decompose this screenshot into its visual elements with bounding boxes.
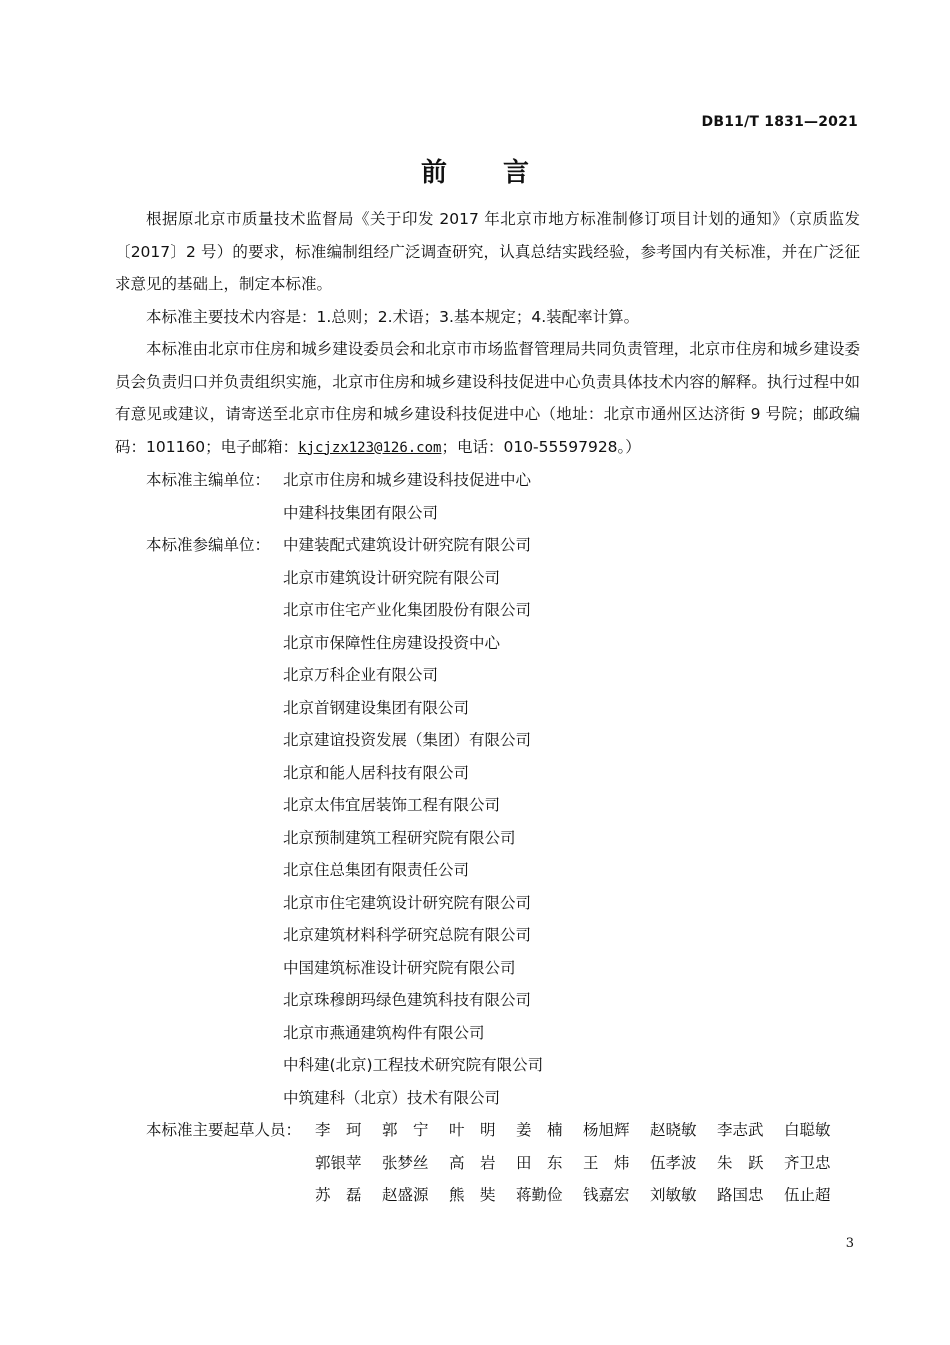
drafter-name: 王 炜	[583, 1153, 630, 1172]
drafter-name: 高 岩	[449, 1153, 496, 1172]
drafter-name: 李志武	[717, 1121, 764, 1139]
drafter-name: 朱 跃	[717, 1153, 764, 1172]
drafter-name: 刘敏敏	[650, 1186, 697, 1204]
drafter-name: 张梦丝	[382, 1153, 429, 1172]
chief-units-label: 本标准主编单位：	[146, 471, 271, 489]
drafters	[146, 1114, 860, 1212]
page-title	[0, 152, 950, 189]
participating-unit: 北京太伟宜居装饰工程有限公司	[283, 796, 501, 814]
participating-unit: 中国建筑标准设计研究院有限公司	[283, 958, 516, 977]
participating-unit: 北京万科企业有限公司	[283, 666, 439, 684]
document-code: DB11/T 1831—2021	[701, 114, 858, 130]
participating-unit: 北京和能人居科技有限公司	[283, 763, 470, 782]
drafter-name: 杨旭辉	[583, 1121, 630, 1139]
participating-unit: 北京首钢建设集团有限公司	[283, 698, 470, 717]
paragraph-contents: 本标准主要技术内容是：1.总则；2.术语；3.基本规定；4.装配率计算。	[146, 307, 640, 326]
participating-units-label: 本标准参编单位：	[146, 536, 271, 554]
document-body	[115, 203, 860, 1212]
participating-unit: 北京市建筑设计研究院有限公司	[283, 568, 501, 587]
participating-unit: 北京建筑材料科学研究总院有限公司	[283, 926, 532, 944]
participating-unit: 中科建(北京)工程技术研究院有限公司	[283, 1056, 544, 1074]
title-char-1: 前	[420, 158, 447, 188]
management-text: 本标准由北京市住房和城乡建设委员会和北京市市场监督管理局共同负责管理，北京市住房和城乡建设委员会负责归口并负责组织实施，北京市住房和城乡建设科技促进中心负责具体技术内容的解释。执行过程中如有意见或建议，请寄送至北京市住房和城乡建设科技促进中心（地址：北京市通州区达济街 9 号院；邮政编码：101160；电子邮箱：	[115, 340, 860, 456]
drafter-name: 齐卫忠	[784, 1153, 831, 1172]
drafter-name: 苏 磊	[315, 1186, 362, 1204]
drafters-label: 本标准主要起草人员：	[146, 1121, 302, 1139]
participating-unit: 中筑建科（北京）技术有限公司	[283, 1088, 501, 1107]
drafter-name: 郭银苹	[315, 1153, 362, 1172]
participating-units	[146, 529, 860, 1114]
participating-unit: 北京市住宅产业化集团股份有限公司	[283, 601, 532, 619]
drafter-name: 赵晓敏	[650, 1121, 697, 1139]
drafter-name: 赵盛源	[382, 1186, 429, 1204]
drafters-list	[315, 1114, 851, 1212]
paragraph-management	[115, 333, 860, 464]
drafter-name: 熊 奘	[449, 1186, 496, 1204]
page-number: 3	[845, 1236, 854, 1251]
chief-units-list	[283, 464, 531, 529]
title-char-2: 言	[503, 158, 530, 188]
chief-units	[146, 464, 860, 529]
participating-unit: 中建装配式建筑设计研究院有限公司	[283, 536, 532, 554]
participating-units-list	[283, 529, 543, 1114]
paragraph-basis: 根据原北京市质量技术监督局《关于印发 2017 年北京市地方标准制修订项目计划的通知》（京质监发〔2017〕2 号）的要求，标准编制组经广泛调查研究，认真总结实践经验，参考国内有关标准，并在广泛征求意见的基础上，制定本标准。	[115, 210, 860, 293]
participating-unit: 北京市燕通建筑构件有限公司	[283, 1023, 485, 1042]
drafter-name: 叶 明	[449, 1121, 496, 1139]
participating-unit: 北京珠穆朗玛绿色建筑科技有限公司	[283, 991, 532, 1009]
chief-unit: 中建科技集团有限公司	[283, 503, 439, 522]
drafter-name: 田 东	[516, 1153, 563, 1172]
management-text-end: ；电话：010-55597928。）	[441, 437, 641, 456]
drafter-name: 白聪敏	[784, 1121, 831, 1139]
drafter-name: 路国忠	[717, 1186, 764, 1204]
drafter-name: 姜 楠	[516, 1121, 563, 1139]
drafter-name: 李 珂	[315, 1121, 362, 1139]
participating-unit: 北京市保障性住房建设投资中心	[283, 633, 501, 652]
participating-unit: 北京预制建筑工程研究院有限公司	[283, 828, 516, 847]
participating-unit: 北京住总集团有限责任公司	[283, 861, 470, 879]
chief-unit: 北京市住房和城乡建设科技促进中心	[283, 471, 532, 489]
drafter-name: 钱嘉宏	[583, 1186, 630, 1204]
participating-unit: 北京市住宅建筑设计研究院有限公司	[283, 893, 532, 912]
email-link[interactable]: kjcjzx123@126.com	[298, 439, 442, 456]
drafter-name: 伍孝波	[650, 1153, 697, 1172]
participating-unit: 北京建谊投资发展（集团）有限公司	[283, 731, 532, 749]
drafter-name: 郭 宁	[382, 1121, 429, 1139]
drafter-name: 伍止超	[784, 1186, 831, 1204]
drafter-name: 蒋勤俭	[516, 1186, 563, 1204]
